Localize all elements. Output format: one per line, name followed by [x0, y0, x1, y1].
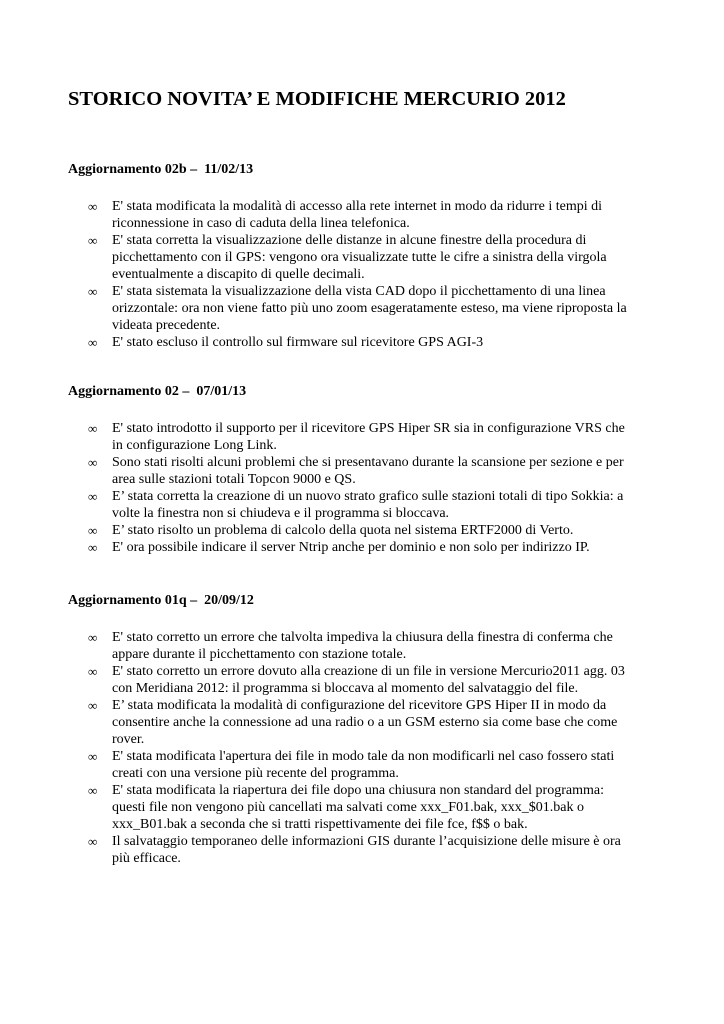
- change-item-text-line: in configurazione Long Link.: [112, 438, 277, 453]
- change-item-text-line: appare durante il picchettamento con stazione totale.: [112, 647, 407, 662]
- change-list: [68, 198, 668, 351]
- change-item-text-line: creati con una versione più recente del programma.: [112, 766, 399, 781]
- change-item: [68, 334, 668, 351]
- section-heading: [68, 161, 668, 178]
- change-item: [68, 697, 668, 748]
- change-item-text-line: E' ora possibile indicare il server Ntrip anche per dominio e non solo per indirizzo IP.: [112, 540, 590, 555]
- change-item-text-line: E' stato escluso il controllo sul firmware sul ricevitore GPS AGI-3: [112, 335, 484, 350]
- infinity-bullet-icon: ∞: [88, 749, 98, 764]
- section-label: Aggiornamento 02b: [68, 162, 187, 177]
- update-section-02b: [68, 161, 668, 351]
- infinity-bullet-icon: ∞: [88, 783, 98, 798]
- change-item-text-line: consentire anche la connessione ad una radio o a un GSM esterno sia come base che come: [112, 715, 618, 730]
- change-item-text-line: E' stata corretta la visualizzazione delle distanze in alcune finestre della procedura di: [112, 233, 587, 248]
- change-item: [68, 522, 668, 539]
- update-section-02: [68, 383, 668, 556]
- section-separator: –: [186, 593, 205, 608]
- change-item-text-line: E' stata modificata la modalità di accesso alla rete internet in modo da ridurre i tempi di: [112, 199, 603, 214]
- change-item: [68, 833, 668, 867]
- change-item-text-line: E’ stata corretta la creazione di un nuovo strato grafico sulle stazioni totali di tipo Sokkia: a: [112, 489, 624, 504]
- change-item: [68, 663, 668, 697]
- change-item-text-line: E' stato introdotto il supporto per il ricevitore GPS Hiper SR sia in configurazione VRS che: [112, 421, 625, 436]
- change-item-text-line: E’ stato risolto un problema di calcolo della quota nel sistema ERTF2000 di Verto.: [112, 523, 574, 538]
- change-item-text-line: area sulle stazioni totali Topcon 9000 e QS.: [112, 472, 356, 487]
- infinity-bullet-icon: ∞: [88, 523, 98, 538]
- change-item: [68, 629, 668, 663]
- document-title: STORICO NOVITA’ E MODIFICHE MERCURIO 2012: [68, 88, 566, 110]
- change-item: [68, 283, 668, 334]
- change-item-text-line: picchettamento con il GPS: vengono ora visualizzate tutte le cifre a sinistra della virgola: [112, 250, 607, 265]
- infinity-bullet-icon: ∞: [88, 630, 98, 645]
- change-item: [68, 454, 668, 488]
- change-item-text-line: questi file non vengono più cancellati ma salvati come xxx_F01.bak, xxx_$01.bak o: [112, 800, 585, 815]
- section-separator: –: [178, 384, 197, 399]
- change-item-text-line: Il salvataggio temporaneo delle informazioni GIS durante l’acquisizione delle misure è ora: [112, 834, 621, 849]
- change-item-text-line: xxx_B01.bak a seconda che si tratti rispettivamente dei file fce, f$$ o bak.: [112, 817, 528, 832]
- change-item-text-line: E' stato corretto un errore dovuto alla creazione di un file in versione Mercurio2011 agg. 03: [112, 664, 625, 679]
- change-item-text-line: videata precedente.: [112, 318, 221, 333]
- change-item-text-line: E' stata modificata l'apertura dei file in modo tale da non modificarli nel caso fossero stati: [112, 749, 615, 764]
- change-list: [68, 420, 668, 556]
- infinity-bullet-icon: ∞: [88, 698, 98, 713]
- section-label: Aggiornamento 02: [68, 384, 179, 399]
- change-item: [68, 488, 668, 522]
- change-item: [68, 782, 668, 833]
- change-item: [68, 232, 668, 283]
- change-list: [68, 629, 668, 867]
- change-item-text-line: E' stato corretto un errore che talvolta impediva la chiusura della finestra di conferma che: [112, 630, 613, 645]
- infinity-bullet-icon: ∞: [88, 664, 98, 679]
- change-item-text-line: E' stata modificata la riapertura dei file dopo una chiusura non standard del programma:: [112, 783, 604, 798]
- section-date: 11/02/13: [204, 162, 254, 177]
- change-item-text-line: riconnessione in caso di caduta della linea telefonica.: [112, 216, 410, 231]
- change-item-text-line: eventualmente a discapito di quelle decimali.: [112, 267, 365, 282]
- infinity-bullet-icon: ∞: [88, 834, 98, 849]
- section-heading: [68, 383, 668, 400]
- change-item-text-line: Sono stati risolti alcuni problemi che si presentavano durante la scansione per sezione e per: [112, 455, 624, 470]
- infinity-bullet-icon: ∞: [88, 284, 98, 299]
- change-item-text-line: E' stata sistemata la visualizzazione della vista CAD dopo il picchettamento di una linea: [112, 284, 606, 299]
- change-item-text-line: volte la finestra non si chiudeva e il programma si bloccava.: [112, 506, 450, 521]
- infinity-bullet-icon: ∞: [88, 489, 98, 504]
- infinity-bullet-icon: ∞: [88, 540, 98, 555]
- section-heading: [68, 592, 668, 609]
- change-item: [68, 420, 668, 454]
- infinity-bullet-icon: ∞: [88, 455, 98, 470]
- section-date: 20/09/12: [204, 593, 254, 608]
- infinity-bullet-icon: ∞: [88, 421, 98, 436]
- change-item: [68, 748, 668, 782]
- update-section-01q: [68, 592, 668, 867]
- section-label: Aggiornamento 01q: [68, 593, 187, 608]
- infinity-bullet-icon: ∞: [88, 233, 98, 248]
- change-item-text-line: E’ stata modificata la modalità di configurazione del ricevitore GPS Hiper II in modo da: [112, 698, 607, 713]
- infinity-bullet-icon: ∞: [88, 335, 98, 350]
- change-item-text-line: con Meridiana 2012: il programma si bloccava al momento del salvataggio del file.: [112, 681, 579, 696]
- change-item: [68, 539, 668, 556]
- infinity-bullet-icon: ∞: [88, 199, 98, 214]
- change-item: [68, 198, 668, 232]
- change-item-text-line: orizzontale: ora non viene fatto più uno zoom esageratamente esteso, ma viene riproposta la: [112, 301, 627, 316]
- section-separator: –: [186, 162, 205, 177]
- section-date: 07/01/13: [196, 384, 247, 399]
- change-item-text-line: più efficace.: [112, 851, 181, 866]
- change-item-text-line: rover.: [112, 732, 145, 747]
